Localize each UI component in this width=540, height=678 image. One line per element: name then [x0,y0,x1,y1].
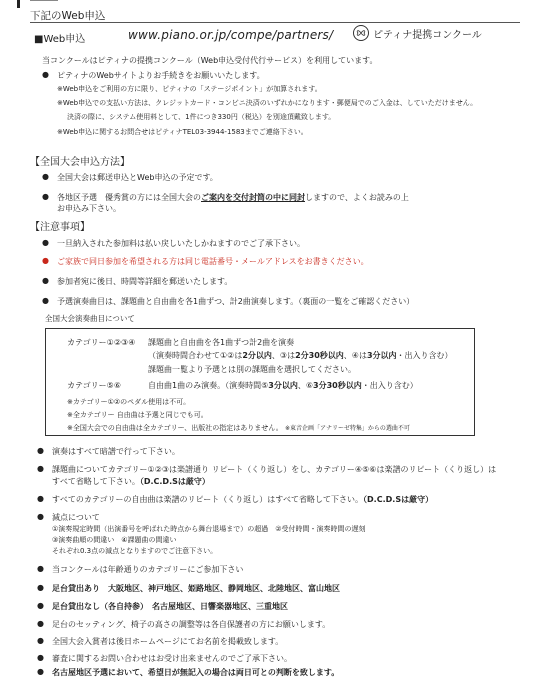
rule-inquiry: ● 審査に関するお問い合わせはお受け出来ませんのでご了承下さい。 [52,653,292,664]
web-apply-label: ■Web申込 [34,34,86,45]
intro-note-3: 決済の際に、システム使用料として、1件につき330円（税込）を別途頂戴致します。 [67,113,336,121]
category-1-4-line-3: 課題曲一覧より予選とは別の課題曲を選択してください。 [148,365,356,374]
note-item-2: ● ご家族で同日参加を希望される方は同じ電話番号・メールアドレスをお書きください。 [57,256,369,267]
national-item-2-cont: お申込み下さい。 [57,204,121,213]
rule-nagoya: ● 名古屋地区予選において、希望日が無記入の場合は両日可との判断を致します。 [52,667,339,678]
repertoire-footnote-3: ※全国大会での自由曲は全カテゴリー、出版社の指定はありません。 ※東音企画「アナリーゼ特集」からの選曲不可 [67,424,410,432]
rule-deduction-heading: ● 減点について [52,512,100,523]
note-item-4: ● 予選演奏曲目は、課題曲と自由曲を各1曲ずつ、計2曲演奏します。（裏面の一覧をご確認ください） [57,296,414,307]
repertoire-footnote-1: ※カテゴリー①②のペダル使用は不可。 [67,398,191,406]
rule-repeat-2: ● すべてのカテゴリーの自由曲は楽譜のリピート（くり返し）はすべて省略して下さい。（D.C.D.Sは厳守） [52,494,433,505]
header-divider [30,22,520,23]
category-1-4-line-1: 課題曲と自由曲を各1曲ずつ計2曲を演奏 [148,338,295,347]
corner-mark [17,0,20,8]
category-1-4-line-2: （演奏時間合わせて①②は2分以内、③は2分30秒以内、④は3分以内・出入り含む） [148,351,453,360]
note-item-1: ● 一旦納入された参加料は払い戻しいたしかねますのでご了承下さい。 [57,238,305,249]
rule-deduction-3: それぞれ0.3点の減点となりますのでご注意下さい。 [52,547,218,555]
rule-setting: ● 足台のセッティング、椅子の高さの調整等は各自保護者の方にお願いします。 [52,619,330,630]
intro-line: 当コンクールはピティナの提携コンクール（Web申込受付代行サービス）を利用しています。 [42,56,378,65]
notes-heading: 【注意事項】 [30,222,90,233]
category-1-4-label: カテゴリー①②③④ [67,338,136,347]
intro-note-2: ※Web申込での支払い方法は、クレジットカード・コンビニ決済のいずれかになります・郵便局でのご入金は、していただけません。 [57,99,478,107]
top-divider [30,0,58,1]
intro-bullet: ● ピティナのWebサイトよりお手続きをお願いいたします。 [57,70,265,81]
intro-note-4: ※Web申込に関するお問合せはピティナTEL03-3944-1583までご連絡下さい。 [57,128,308,136]
national-item-2: ● 各地区予選 優秀賞の方には全国大会のご案内を交付封筒の中に同封しますので、よくお読みの上 [57,192,409,203]
rule-deduction-2: ③演奏曲順の間違い ④課題曲の間違い [52,536,177,544]
rule-winners: ● 全国大会入賞者は後日ホームページにてお名前を掲載致します。 [52,636,283,647]
repertoire-label: 全国大会演奏曲目について [45,314,135,323]
ribbon-icon [352,24,370,42]
rule-age-category: ● 当コンクールは年齢通りのカテゴリーにご参加下さい [52,564,243,575]
note-item-3: ● 参加者宛に後日、時間等詳細を郵送いたします。 [57,276,232,287]
national-item-1: ● 全国大会は郵送申込とWeb申込の予定です。 [57,172,218,183]
ptna-logo [352,24,482,42]
category-5-6-line-1: 自由曲1曲のみ演奏。（演奏時間⑤3分以内、⑥3分30秒以内・出入り含む） [148,381,418,390]
section-title: 下記のWeb申込 [30,10,106,22]
national-heading: 【全国大会申込方法】 [30,157,130,168]
intro-note-1: ※Web申込をご利用の方に限り、ピティナの「ステージポイント」が加算されます。 [57,85,322,93]
repertoire-footnote-2: ※全カテゴリー 自由曲は予選と同じでも可。 [67,411,208,419]
apply-url[interactable]: www.piano.or.jp/compe/partners/ [128,28,334,42]
category-5-6-label: カテゴリー⑤⑥ [67,381,122,390]
rule-memorize: ● 演奏はすべて暗譜で行って下さい。 [52,446,180,457]
rule-footstool-available: ● 足台貸出あり 大阪地区、神戸地区、姫路地区、静岡地区、北陸地区、富山地区 [52,583,340,594]
rule-footstool-bring: ● 足台貸出なし（各自持参） 名古屋地区、日響楽器地区、三重地区 [52,601,288,612]
rule-repeat-1-cont: すべて省略して下さい。（D.C.D.Sは厳守） [52,477,210,486]
logo-text: ピティナ提携コンクール [373,29,482,41]
rule-deduction-1: ①演奏規定時間（出演番号を呼ばれた時点から舞台退場まで）の超過 ②受付時間・演奏時間の遅刻 [52,525,366,533]
rule-repeat-1: ● 課題曲についてカテゴリー①②③は楽譜通り リピート（くり返し）をし、カテゴリー④⑤⑥は楽譜のリピート（くり返し）は [52,464,496,475]
